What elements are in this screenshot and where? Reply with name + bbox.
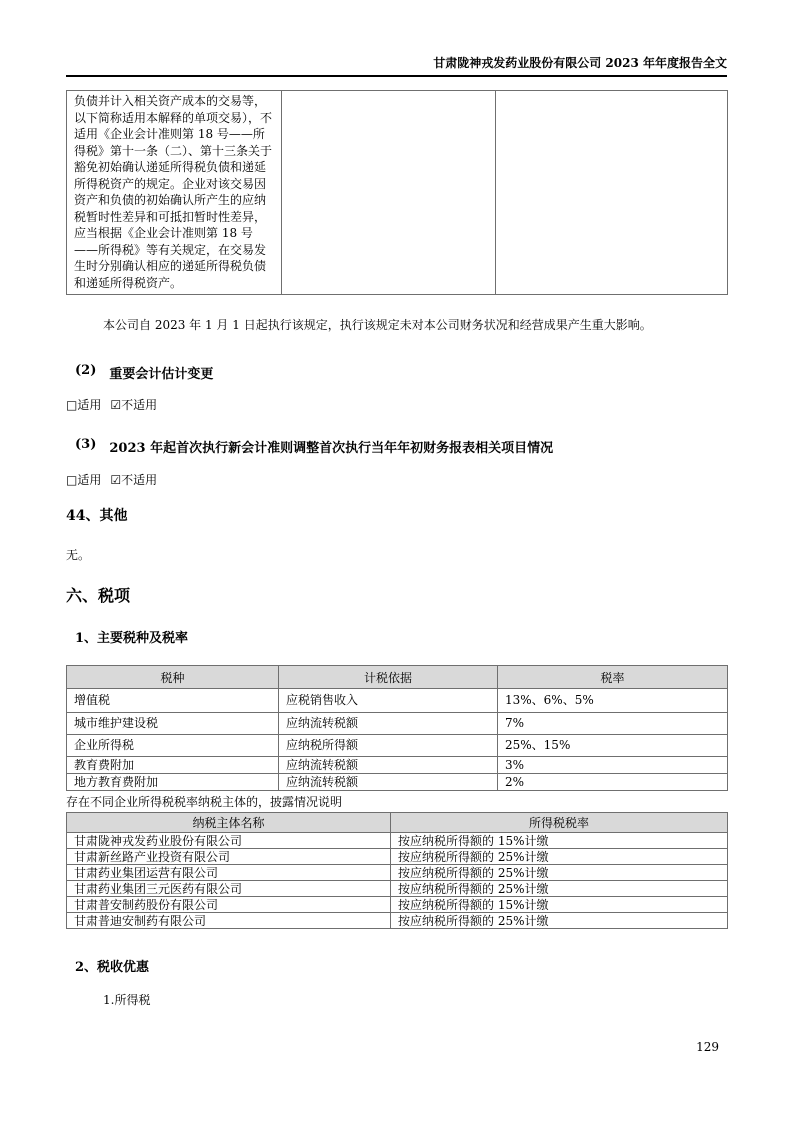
column-header: 税率	[498, 666, 728, 689]
table-cell: 城市维护建设税	[67, 713, 279, 735]
section-2-heading	[75, 363, 213, 382]
tax-preference-heading: 2、税收优惠	[75, 960, 150, 975]
header-rule	[66, 75, 727, 77]
table-row	[67, 865, 728, 881]
not-applicable-checkbox-checked: ☑不适用	[110, 398, 158, 412]
table-header-row	[67, 666, 728, 689]
table-cell: 13%、6%、5%	[498, 689, 728, 713]
table-row	[67, 91, 728, 295]
section-2-number: (2)	[75, 363, 97, 378]
table-cell: 甘肃普迪安制药有限公司	[67, 913, 391, 929]
table-cell: 甘肃普安制药股份有限公司	[67, 897, 391, 913]
section-3-number: (3)	[75, 437, 97, 452]
table-row	[67, 833, 728, 849]
income-tax-sub-item: 1.所得税	[103, 993, 151, 1007]
column-header: 税种	[67, 666, 279, 689]
applicable-checkbox-unchecked: □适用	[66, 473, 102, 487]
section-3-title: 2023 年起首次执行新会计准则调整首次执行当年年初财务报表相关项目情况	[109, 441, 554, 456]
table-cell: 按应纳税所得额的 25%计缴	[391, 881, 728, 897]
table-cell: 企业所得税	[67, 735, 279, 757]
table-cell: 按应纳税所得额的 15%计缴	[391, 897, 728, 913]
tax-entities-table	[66, 812, 728, 929]
page-number: 129	[696, 1040, 719, 1054]
report-header-title: 甘肃陇神戎发药业股份有限公司 2023 年年度报告全文	[433, 56, 727, 70]
table-cell: 按应纳税所得额的 25%计缴	[391, 849, 728, 865]
table-row	[67, 897, 728, 913]
table-row	[67, 913, 728, 929]
table-cell: 甘肃药业集团三元医药有限公司	[67, 881, 391, 897]
table-cell: 按应纳税所得额的 15%计缴	[391, 833, 728, 849]
table-row	[67, 774, 728, 791]
tax-rates-heading: 1、主要税种及税率	[75, 631, 189, 646]
applicable-checkbox-unchecked: □适用	[66, 398, 102, 412]
table-cell: 应纳税所得额	[279, 735, 498, 757]
table-cell: 应纳流转税额	[279, 713, 498, 735]
column-header: 计税依据	[279, 666, 498, 689]
table-cell	[282, 91, 496, 295]
table-cell: 教育费附加	[67, 757, 279, 774]
table-cell: 增值税	[67, 689, 279, 713]
main-tax-rates-table	[66, 665, 728, 791]
table-row	[67, 881, 728, 897]
column-header: 纳税主体名称	[67, 813, 391, 833]
table-cell: 甘肃药业集团运营有限公司	[67, 865, 391, 881]
table-row	[67, 849, 728, 865]
section-2-applicability	[66, 396, 157, 413]
table-cell: 3%	[498, 757, 728, 774]
table-cell: 应税销售收入	[279, 689, 498, 713]
section-6-heading: 六、税项	[66, 586, 131, 605]
table-cell: 25%、15%	[498, 735, 728, 757]
table-cell: 2%	[498, 774, 728, 791]
table-cell	[496, 91, 728, 295]
table-cell: 应纳流转税额	[279, 757, 498, 774]
execution-statement: 本公司自 2023 年 1 月 1 日起执行该规定，执行该规定未对本公司财务状况和经营成果产生重大影响。	[103, 318, 652, 332]
carryover-accounting-policy-table	[66, 90, 728, 295]
different-tax-rate-note: 存在不同企业所得税税率纳税主体的，披露情况说明	[66, 795, 343, 809]
table-cell: 7%	[498, 713, 728, 735]
section-3-heading	[75, 437, 553, 456]
column-header: 所得税税率	[391, 813, 728, 833]
table-row	[67, 689, 728, 713]
table-cell: 甘肃陇神戎发药业股份有限公司	[67, 833, 391, 849]
table-header-row	[67, 813, 728, 833]
section-44-content: 无。	[66, 548, 91, 562]
table-cell: 应纳流转税额	[279, 774, 498, 791]
not-applicable-checkbox-checked: ☑不适用	[110, 473, 158, 487]
table-row	[67, 757, 728, 774]
table-cell: 按应纳税所得额的 25%计缴	[391, 865, 728, 881]
table-cell: 甘肃新丝路产业投资有限公司	[67, 849, 391, 865]
section-2-title: 重要会计估计变更	[109, 367, 214, 382]
table-row	[67, 735, 728, 757]
section-3-applicability	[66, 471, 157, 488]
table-cell: 地方教育费附加	[67, 774, 279, 791]
table-cell: 按应纳税所得额的 25%计缴	[391, 913, 728, 929]
section-44-heading: 44、其他	[66, 508, 128, 524]
table-row	[67, 713, 728, 735]
table-cell: 负债并计入相关资产成本的交易等，以下简称适用本解释的单项交易），不适用《企业会计准则第 18 号——所得税》第十一条（二）、第十三条关于豁免初始确认递延所得税负债和递延所得税资产的规定。企业对该交易因资产和负债的初始确认所产生的应纳税暂时性差异和可抵扣暂时性差异，应当根据《企业会计准则第 18 号——所得税》等有关规定，在交易发生时分别确认相应的递延所得税负债和递延所得税资产。	[67, 91, 282, 295]
